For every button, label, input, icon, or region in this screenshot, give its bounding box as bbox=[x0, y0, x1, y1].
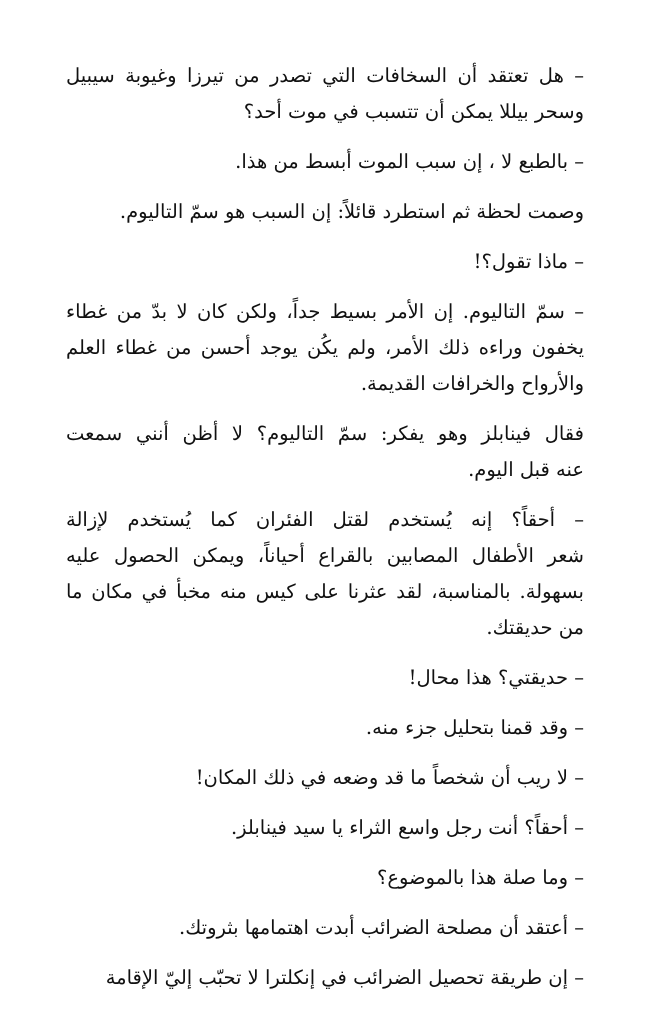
text-line: – حديقتي؟ هذا محال! bbox=[408, 666, 584, 689]
text-line: – لا ريب أن شخصاً ما قد وضعه في ذلك المكان! bbox=[195, 766, 584, 789]
paragraph bbox=[66, 660, 584, 696]
paragraph bbox=[66, 760, 584, 796]
text-line: – ماذا تقول؟! bbox=[473, 250, 584, 273]
paragraph bbox=[66, 416, 584, 488]
paragraph bbox=[66, 294, 584, 402]
text-line: وسحر بيللا يمكن أن تتسبب في موت أحد؟ bbox=[243, 100, 584, 123]
text-line: – أحقاً؟ أنت رجل واسع الثراء يا سيد فينابلز. bbox=[230, 816, 584, 839]
paragraph bbox=[66, 710, 584, 746]
text-line: والأرواح والخرافات القديمة. bbox=[360, 372, 584, 395]
text-line: وصمت لحظة ثم استطرد قائلاً: إن السبب هو سمّ التاليوم. bbox=[119, 200, 584, 223]
paragraph bbox=[66, 194, 584, 230]
text-line: يخفون وراءه ذلك الأمر، ولم يكُن يوجد أحسن من غطاء العلم bbox=[66, 336, 584, 359]
text-line: عنه قبل اليوم. bbox=[468, 458, 584, 481]
text-line: – هل تعتقد أن السخافات التي تصدر من تيرزا وغيوبة سيبيل bbox=[66, 64, 584, 87]
paragraph bbox=[66, 860, 584, 896]
text-line: – وما صلة هذا بالموضوع؟ bbox=[376, 866, 584, 889]
paragraph bbox=[66, 910, 584, 946]
text-line: – سمّ التاليوم. إن الأمر بسيط جداً، ولكن كان لا بدّ من غطاء bbox=[66, 300, 584, 323]
text-line: – وقد قمنا بتحليل جزء منه. bbox=[365, 716, 584, 739]
text-line: فقال فينابلز وهو يفكر: سمّ التاليوم؟ لا أظن أنني سمعت bbox=[66, 422, 584, 445]
paragraph bbox=[66, 58, 584, 130]
paragraph bbox=[66, 960, 584, 996]
text-line: من حديقتك. bbox=[486, 616, 584, 639]
paragraph bbox=[66, 244, 584, 280]
text-line: – بالطبع لا ، إن سبب الموت أبسط من هذا. bbox=[235, 150, 584, 173]
text-line: – أعتقد أن مصلحة الضرائب أبدت اهتمامها بثروتك. bbox=[179, 916, 584, 939]
text-line: بسهولة. بالمناسبة، لقد عثرنا على كيس منه مخبأ في مكان ما bbox=[66, 580, 584, 603]
paragraph bbox=[66, 810, 584, 846]
text-line: – إن طريقة تحصيل الضرائب في إنكلترا لا تحبّب إليّ الإقامة bbox=[105, 966, 584, 989]
text-line: شعر الأطفال المصابين بالقراع أحياناً، ويمكن الحصول عليه bbox=[66, 544, 584, 567]
text-line: – أحقاً؟ إنه يُستخدم لقتل الفئران كما يُستخدم لإزالة bbox=[66, 508, 584, 531]
paragraph bbox=[66, 502, 584, 646]
paragraph bbox=[66, 144, 584, 180]
book-page bbox=[66, 58, 584, 1010]
